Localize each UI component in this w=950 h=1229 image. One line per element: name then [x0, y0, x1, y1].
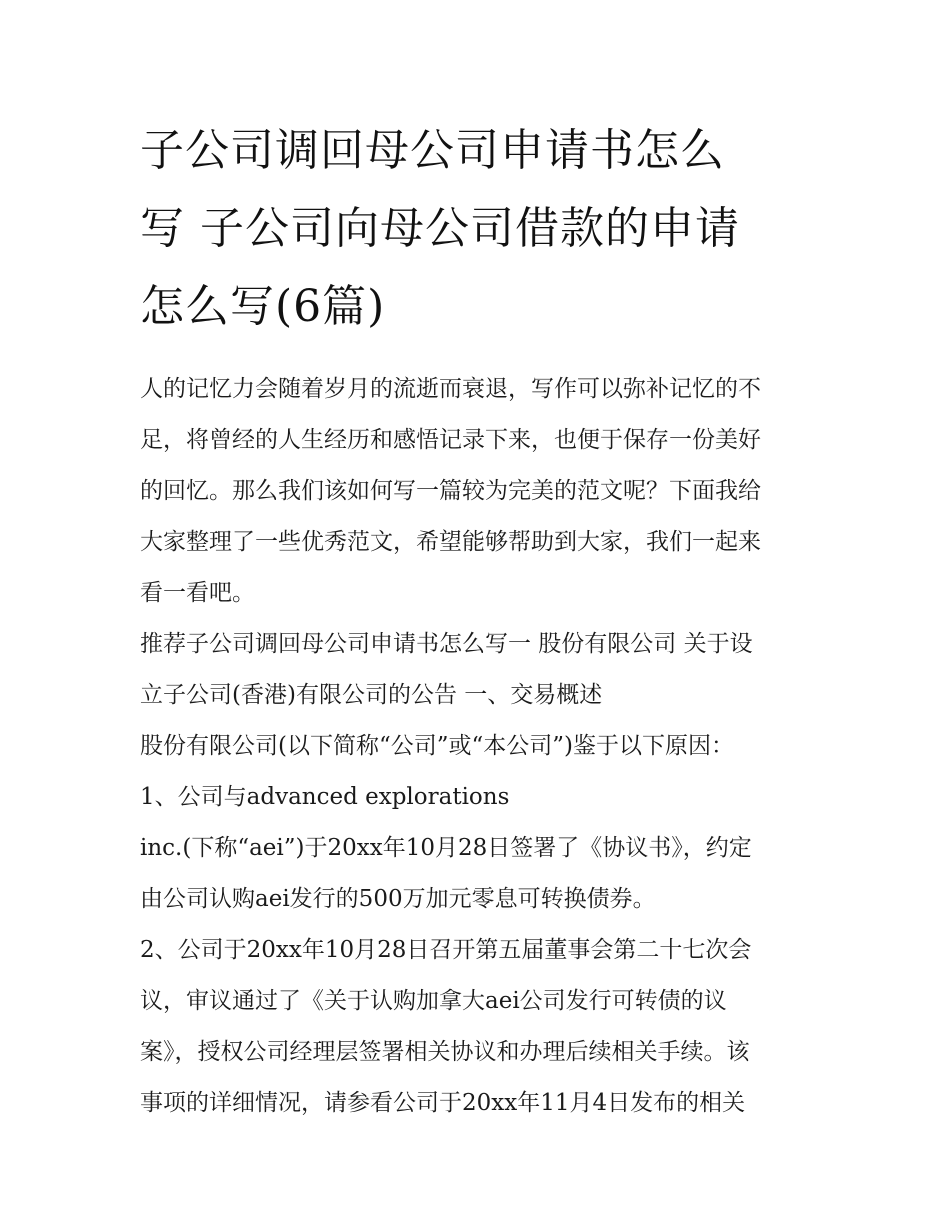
- body-line: 股份有限公司(以下简称“公司”或“本公司”)鉴于以下原因：: [140, 733, 734, 759]
- body-line: inc.(下称“aei”)于20xx年10月28日签署了《协议书》，约定: [140, 835, 752, 861]
- body-line: 足，将曾经的人生经历和感悟记录下来，也便于保存一份美好: [140, 427, 761, 453]
- body-line: 议，审议通过了《关于认购加拿大aei公司发行可转债的议: [140, 988, 727, 1014]
- body-line: 2、公司于20xx年10月28日召开第五届董事会第二十七次会: [140, 937, 752, 963]
- body-line: 案》，授权公司经理层签署相关协议和办理后续相关手续。该: [140, 1039, 750, 1065]
- body-line: 立子公司(香港)有限公司的公告 一、交易概述: [140, 682, 603, 708]
- body-line: 人的记忆力会随着岁月的流逝而衰退，写作可以弥补记忆的不: [140, 376, 761, 402]
- document-title: [140, 112, 816, 346]
- body-line: 1、公司与advanced explorations: [140, 784, 510, 810]
- body-line: 事项的详细情况，请参看公司于20xx年11月4日发布的相关: [140, 1090, 746, 1116]
- body-line: 的回忆。那么我们该如何写一篇较为完美的范文呢？下面我给: [140, 478, 761, 504]
- document-body: [140, 364, 816, 1129]
- body-line: 大家整理了一些优秀范文，希望能够帮助到大家，我们一起来: [140, 529, 761, 555]
- document-page: [140, 112, 816, 1129]
- body-line: 看一看吧。: [140, 580, 255, 606]
- title-line: 写 子公司向母公司借款的申请: [140, 203, 740, 254]
- body-line: 由公司认购aei发行的500万加元零息可转换债券。: [140, 886, 656, 912]
- title-line: 子公司调回母公司申请书怎么: [140, 125, 725, 176]
- body-line: 推荐子公司调回母公司申请书怎么写一 股份有限公司 关于设: [140, 631, 753, 657]
- title-line: 怎么写(6篇): [140, 281, 386, 332]
